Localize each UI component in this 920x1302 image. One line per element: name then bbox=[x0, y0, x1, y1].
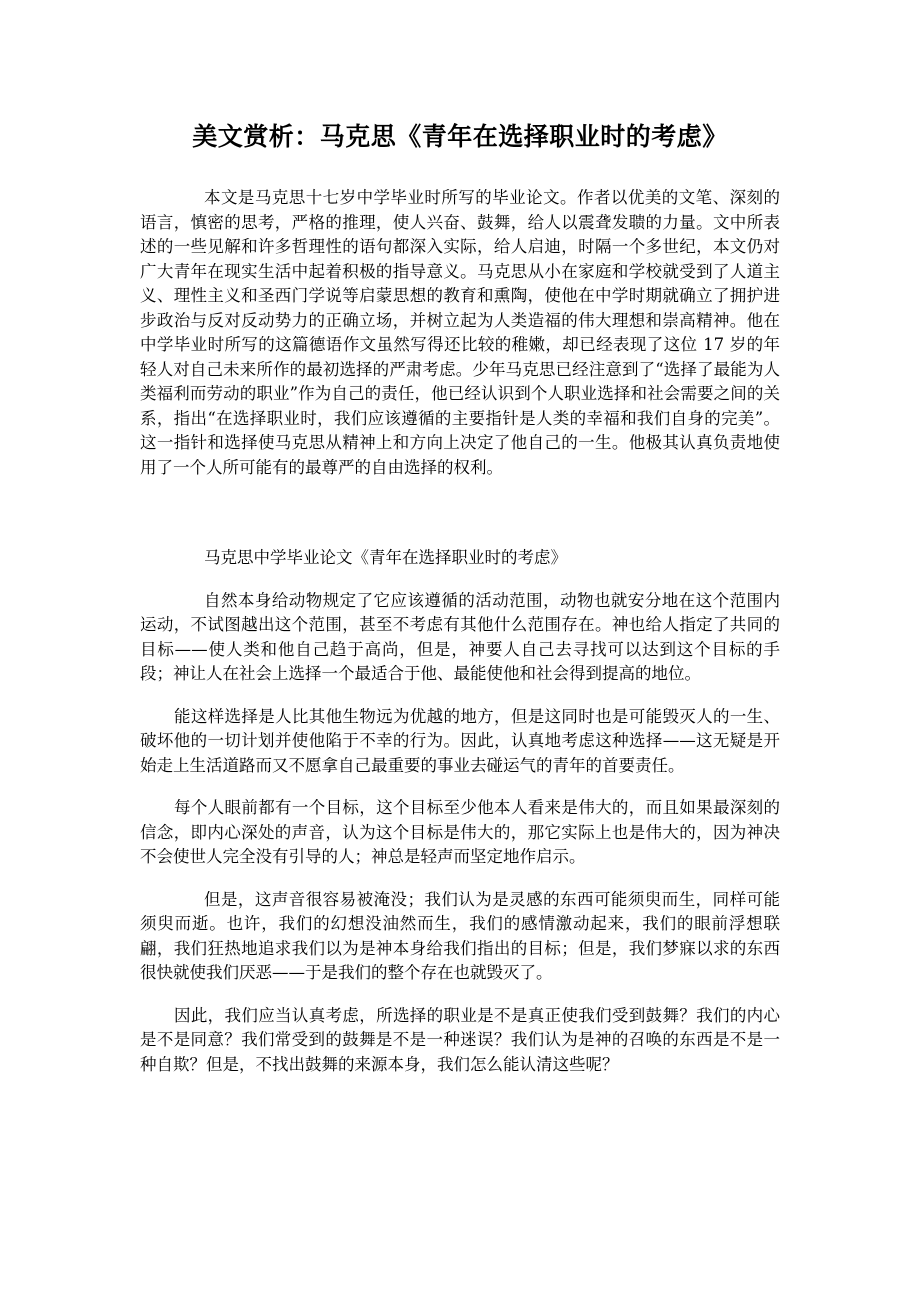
body-paragraph-3: 每个人眼前都有一个目标，这个目标至少他本人看来是伟大的，而且如果最深刻的信念，即内心深处的声音，认为这个目标是伟大的，那它实际上也是伟大的，因为神决不会使世人完全没有引导的人；神总是轻声而坚定地作启示。 bbox=[140, 798, 780, 866]
body-paragraph-2: 能这样选择是人比其他生物远为优越的地方，但是这同时也是可能毁灭人的一生、破坏他的一切计划并使他陷于不幸的行为。因此，认真地考虑这种选择——这无疑是开始走上生活道路而又不愿拿自己最重要的事业去碰运气的青年的首要责任。 bbox=[140, 706, 780, 775]
document-title: 美文赏析：马克思《青年在选择职业时的考虑》 bbox=[192, 122, 728, 151]
body-paragraph-4: 但是，这声音很容易被淹没；我们认为是灵感的东西可能须臾而生，同样可能须臾而逝。也许，我们的幻想没油然而生，我们的感情激动起来，我们的眼前浮想联翩，我们狂热地追求我们以为是神本身给我们指出的目标；但是，我们梦寐以求的东西很快就使我们厌恶——于是我们的整个存在也就毁灭了。 bbox=[140, 889, 780, 982]
body-paragraph-1: 自然本身给动物规定了它应该遵循的活动范围，动物也就安分地在这个范围内运动，不试图越出这个范围，甚至不考虑有其他什么范围存在。神也给人指定了共同的目标——使人类和他自己趋于高尚，但是，神要人自己去寻找可以达到这个目标的手段；神让人在社会上选择一个最适合于他、最能使他和社会得到提高的地位。 bbox=[140, 590, 780, 683]
body-paragraph-5: 因此，我们应当认真考虑，所选择的职业是不是真正使我们受到鼓舞？我们的内心是不是同意？我们常受到的鼓舞是不是一种迷误？我们认为是神的召唤的东西是不是一种自欺？但是，不找出鼓舞的来源本身，我们怎么能认清这些呢？ bbox=[140, 1005, 780, 1074]
intro-paragraph: 本文是马克思十七岁中学毕业时所写的毕业论文。作者以优美的文笔、深刻的语言，慎密的思考，严格的推理，使人兴奋、鼓舞，给人以震聋发聩的力量。文中所表述的一些见解和许多哲理性的语句都深入实际，给人启迪，时隔一个多世纪，本文仍对广大青年在现实生活中起着积极的指导意义。马克思从小在家庭和学校就受到了人道主义、理性主义和圣西门学说等启蒙思想的教育和熏陶，使他在中学时期就确立了拥护进步政治与反对反动势力的正确立场，并树立起为人类造福的伟大理想和崇高精神。他在中学毕业时所写的这篇德语作文虽然写得还比较的稚嫩，却已经表现了这位 17 岁的年轻人对自己未来所作的最初选择的严肃考虑。少年马克思已经注意到了“选择了最能为人类福利而劳动的职业”作为自己的责任，他已经认识到个人职业选择和社会需要之间的关系，指出“在选择职业时，我们应该遵循的主要指针是人类的幸福和我们自身的完美”。这一指针和选择使马克思从精神上和方向上决定了他自己的一生。他极其认真负责地使用了一个人所可能有的最尊严的自由选择的权利。 bbox=[140, 188, 780, 477]
essay-subtitle: 马克思中学毕业论文《青年在选择职业时的考虑》 bbox=[204, 548, 567, 567]
